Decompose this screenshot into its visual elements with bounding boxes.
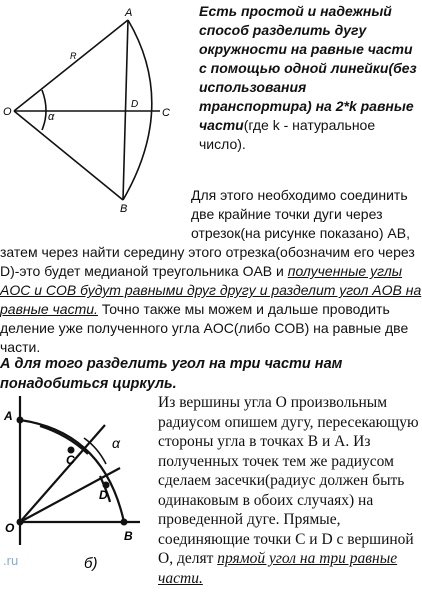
point-A xyxy=(17,417,24,424)
angle-arc xyxy=(42,90,46,130)
label-A2: A xyxy=(4,409,13,423)
label-O2: O xyxy=(5,521,15,535)
median-paragraph xyxy=(0,186,422,357)
ray-OC xyxy=(20,425,105,522)
label-alpha2: α xyxy=(112,435,120,451)
median-underlined: полученные углы AOC и COB будут равными друг другу и разделит угол AOB на равные части. xyxy=(0,263,422,317)
label-D2: D xyxy=(99,488,108,502)
trisection-underlined: прямой угол на три равные части. xyxy=(158,550,398,587)
trisection-diagram xyxy=(0,390,158,595)
trisection-heading: А для того разделить угол на три части нам понадобиться циркуль. xyxy=(0,356,343,392)
label-alpha: α xyxy=(48,111,55,123)
figure-caption: б) xyxy=(84,555,98,572)
trisection-text: Из вершины угла O произвольным радиусом опишем дугу, пересекающую стороны угла в точках B и A. Из полученных точек тем же радиусом сделаем засечки(радиус должен быть одинаковым в обоих случаях) на проведенной дуге. Прямые, соединяющие точки C и D с вершиной O, делят xyxy=(158,394,419,567)
intro-paragraph xyxy=(199,2,417,154)
point-O xyxy=(17,519,24,526)
label-B2: B xyxy=(124,529,133,543)
trisection-paragraph xyxy=(158,393,420,588)
arc-division-diagram xyxy=(0,0,200,215)
label-B: B xyxy=(120,203,128,215)
point-B xyxy=(121,519,128,526)
arc-notch-1 xyxy=(40,426,88,454)
label-R: R xyxy=(70,51,77,61)
median-text-2: Точно также мы можем и дальше проводить деление уже полученного угла AOC(либо COB) на равные две части. xyxy=(0,301,409,355)
label-C: C xyxy=(162,107,170,119)
watermark-text: .ru xyxy=(3,553,19,568)
chord-AB xyxy=(123,20,128,200)
label-D: D xyxy=(131,99,139,110)
intro-tail-text: (где k - натуральное число). xyxy=(199,117,376,152)
main-arc xyxy=(20,420,124,522)
label-A: A xyxy=(125,7,133,19)
label-C2: C xyxy=(66,453,75,467)
median-text-1: Для этого необходимо соединить две крайние точки дуги через отрезок(на рисунке показано) AB, затем через найти середину этого отрезка(обозначим его через D)-это будет медианой треугольника OAB и xyxy=(0,187,415,279)
intro-bold-text: Есть простой и надежный способ разделить дугу окружности на равные части с помощью одной линейки(без использования транспортира) на 2*k равные части xyxy=(199,3,417,133)
side-OA xyxy=(14,20,128,111)
label-O: O xyxy=(3,106,12,118)
